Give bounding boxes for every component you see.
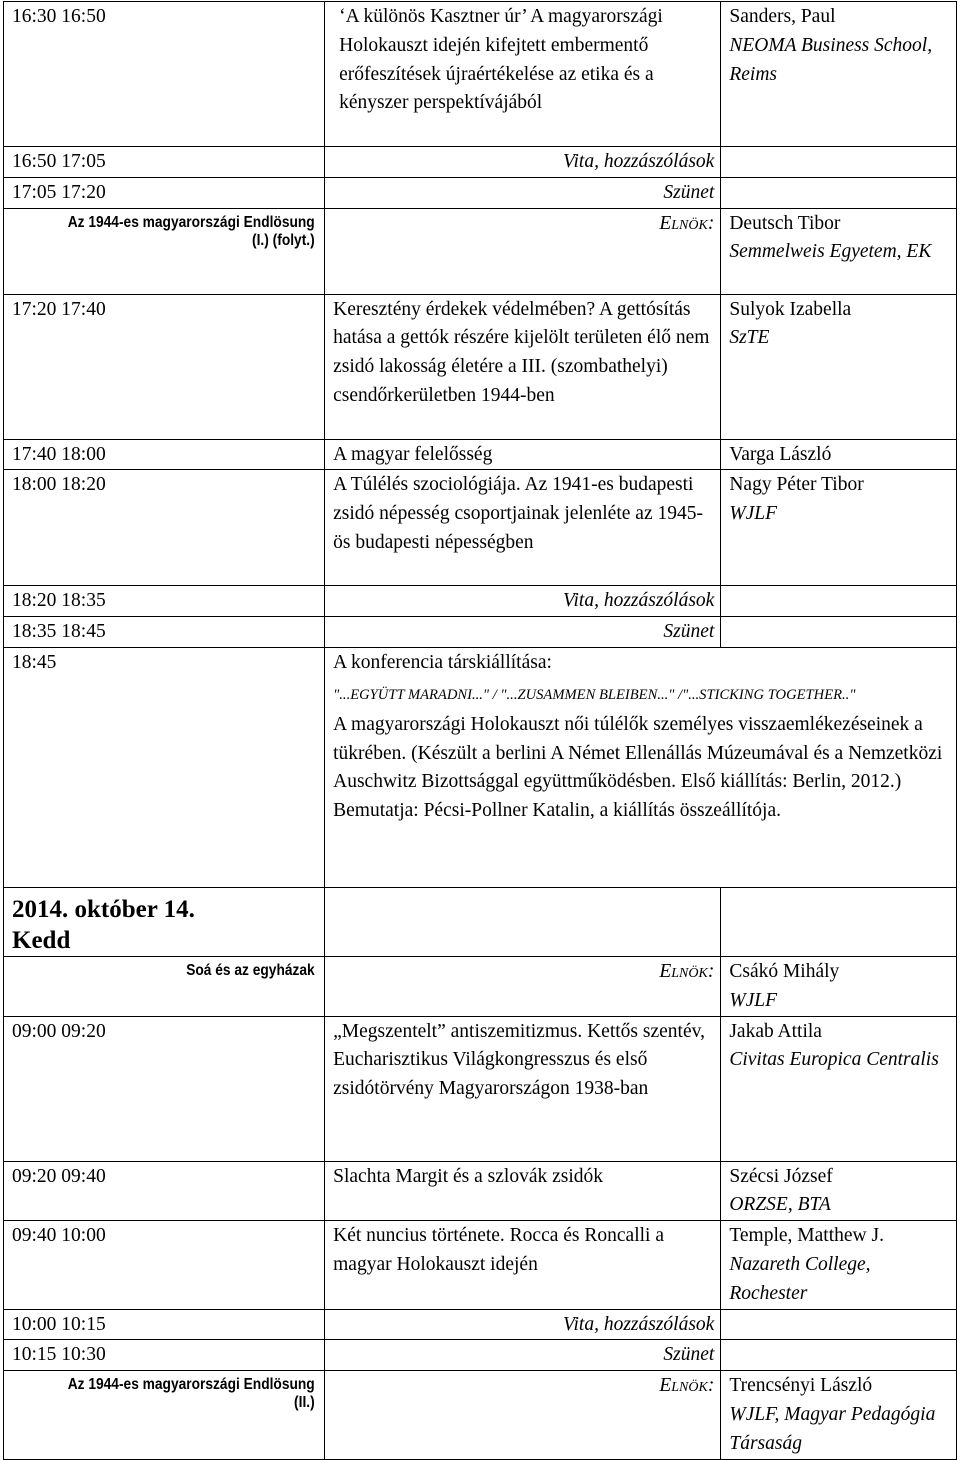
speaker-affiliation: NEOMA Business School, Reims <box>729 34 933 85</box>
chair-affiliation: WJLF <box>729 989 777 1011</box>
talk-title: Két nuncius története. Rocca és Roncalli a magyar Holokauszt idején <box>325 1221 721 1309</box>
time-cell: 09:00 09:20 <box>4 1016 325 1161</box>
time-cell: 18:45 <box>4 647 325 887</box>
speaker-cell <box>721 294 957 439</box>
exhibition-cell <box>325 647 957 887</box>
speaker-name: Temple, Matthew J. <box>729 1225 884 1247</box>
speaker-cell <box>721 470 957 586</box>
time-cell: 18:35 18:45 <box>4 617 325 648</box>
speaker-cell <box>721 1221 957 1309</box>
chair-label-cell <box>325 208 721 294</box>
chair-affiliation: WJLF, Magyar Pedagógia Társaság <box>729 1403 936 1454</box>
time-cell: 17:40 18:00 <box>4 439 325 470</box>
time-cell: 17:20 17:40 <box>4 294 325 439</box>
talk-title: ‘A különös Kasztner úr’ A magyarországi Holokauszt idején kifejtett embermentő erőfeszítések újraértékelése az etika és a kényszer perspektívájából <box>325 2 721 147</box>
exhibition-heading: A konferencia társkiállítása: <box>333 651 552 673</box>
chair-name: Csákó Mihály <box>729 960 840 982</box>
time-cell: 09:40 10:00 <box>4 1221 325 1309</box>
empty-cell <box>721 177 957 208</box>
break-label: Szünet <box>325 177 721 208</box>
program-row <box>4 1221 957 1309</box>
session-title-cell <box>4 956 325 1016</box>
program-row <box>4 617 957 648</box>
break-label: Vita, hozzászólások <box>325 147 721 178</box>
session-title: Az 1944-es magyarországi Endlösung (II.) <box>67 1376 315 1412</box>
program-row <box>4 147 957 178</box>
empty-cell <box>325 887 721 956</box>
chair-name: Deutsch Tibor <box>729 212 841 234</box>
break-label: Vita, hozzászólások <box>325 1309 721 1340</box>
program-table <box>3 1 957 1460</box>
exhibition-title: "...EGYÜTT MARADNI..." / "...ZUSAMMEN BLEIBEN..." /"...STICKING TOGETHER.." <box>333 686 856 703</box>
time-cell: 10:15 10:30 <box>4 1340 325 1371</box>
exhibition-description: A magyarországi Holokauszt női túlélők személyes visszaemlékezéseinek a tükrében. (Készült a berlini A Német Ellenállás Múzeumával és a Nemzetközi Auschwitz Bizottsággal együttműködésben. Első kiállítás: Berlin, 2012.) Bemutatja: Pécsi-Pollner Katalin, a kiállítás összeállítója. <box>333 713 943 822</box>
empty-cell <box>721 1309 957 1340</box>
chair-affiliation: Semmelweis Egyetem, EK <box>729 241 932 263</box>
program-row <box>4 1016 957 1161</box>
time-cell: 17:05 17:20 <box>4 177 325 208</box>
talk-title: „Megszentelt” antiszemitizmus. Kettős szentév, Eucharisztikus Világkongresszus és első zsidótörvény Magyarországon 1938-ban <box>325 1016 721 1161</box>
time-cell: 09:20 09:40 <box>4 1161 325 1221</box>
program-row <box>4 294 957 439</box>
program-row <box>4 647 957 887</box>
speaker-cell <box>721 1016 957 1161</box>
empty-cell <box>721 617 957 648</box>
speaker-affiliation: Nazareth College, Rochester <box>729 1253 871 1304</box>
speaker-name: Sulyok Izabella <box>729 298 852 320</box>
session-header-row <box>4 1371 957 1459</box>
speaker-affiliation: Civitas Europica Centralis <box>729 1049 939 1071</box>
empty-cell <box>721 586 957 617</box>
program-row <box>4 177 957 208</box>
chair-name: Trencsényi László <box>729 1375 873 1397</box>
speaker-cell <box>721 1161 957 1221</box>
chair-cell <box>721 956 957 1016</box>
speaker-name: Varga László <box>721 439 957 470</box>
session-title: Az 1944-es magyarországi Endlösung (I.) (folyt.) <box>67 213 315 249</box>
break-label: Szünet <box>325 617 721 648</box>
talk-title: Keresztény érdekek védelmében? A gettósítás hatása a gettók részére kijelölt területen élő nem zsidó lakosság életére a III. (szombathelyi) csendőrkerületben 1944-ben <box>325 294 721 439</box>
empty-cell <box>721 1340 957 1371</box>
program-row <box>4 470 957 586</box>
talk-title: A Túlélés szociológiája. Az 1941-es budapesti zsidó népesség csoportjainak jelenléte az 1945-ös budapesti népességben <box>325 470 721 586</box>
session-header-row <box>4 956 957 1016</box>
talk-title: Slachta Margit és a szlovák zsidók <box>325 1161 721 1221</box>
session-header-row <box>4 208 957 294</box>
program-row <box>4 586 957 617</box>
program-row <box>4 1161 957 1221</box>
break-label: Vita, hozzászólások <box>325 586 721 617</box>
time-cell: 10:00 10:15 <box>4 1309 325 1340</box>
program-row <box>4 1309 957 1340</box>
speaker-affiliation: SzTE <box>729 327 770 349</box>
time-cell: 16:50 17:05 <box>4 147 325 178</box>
day-date: 2014. október 14. <box>12 895 195 923</box>
break-label: Szünet <box>325 1340 721 1371</box>
chair-cell <box>721 1371 957 1459</box>
program-row <box>4 2 957 147</box>
time-cell: 18:00 18:20 <box>4 470 325 586</box>
program-row <box>4 439 957 470</box>
speaker-name: Jakab Attila <box>729 1020 822 1042</box>
talk-title: A magyar felelősség <box>325 439 721 470</box>
speaker-affiliation: ORZSE, BTA <box>729 1194 831 1216</box>
chair-cell <box>721 208 957 294</box>
session-title-cell <box>4 208 325 294</box>
empty-cell <box>721 147 957 178</box>
empty-cell <box>721 887 957 956</box>
time-cell: 16:30 16:50 <box>4 2 325 147</box>
chair-label: Elnök: <box>659 212 715 234</box>
speaker-name: Nagy Péter Tibor <box>729 474 864 496</box>
time-cell: 18:20 18:35 <box>4 586 325 617</box>
speaker-affiliation: WJLF <box>729 503 777 525</box>
chair-label-cell <box>325 956 721 1016</box>
chair-label: Elnök: <box>659 1375 715 1397</box>
program-row <box>4 1340 957 1371</box>
day-heading-row <box>4 887 957 956</box>
speaker-cell <box>721 2 957 147</box>
chair-label-cell <box>325 1371 721 1459</box>
session-title: Soá és az egyházak <box>186 961 315 979</box>
speaker-name: Szécsi József <box>729 1165 833 1187</box>
chair-label: Elnök: <box>659 960 715 982</box>
day-weekday: Kedd <box>12 926 71 954</box>
session-title-cell <box>4 1371 325 1459</box>
day-heading <box>4 887 325 956</box>
speaker-name: Sanders, Paul <box>729 6 836 27</box>
